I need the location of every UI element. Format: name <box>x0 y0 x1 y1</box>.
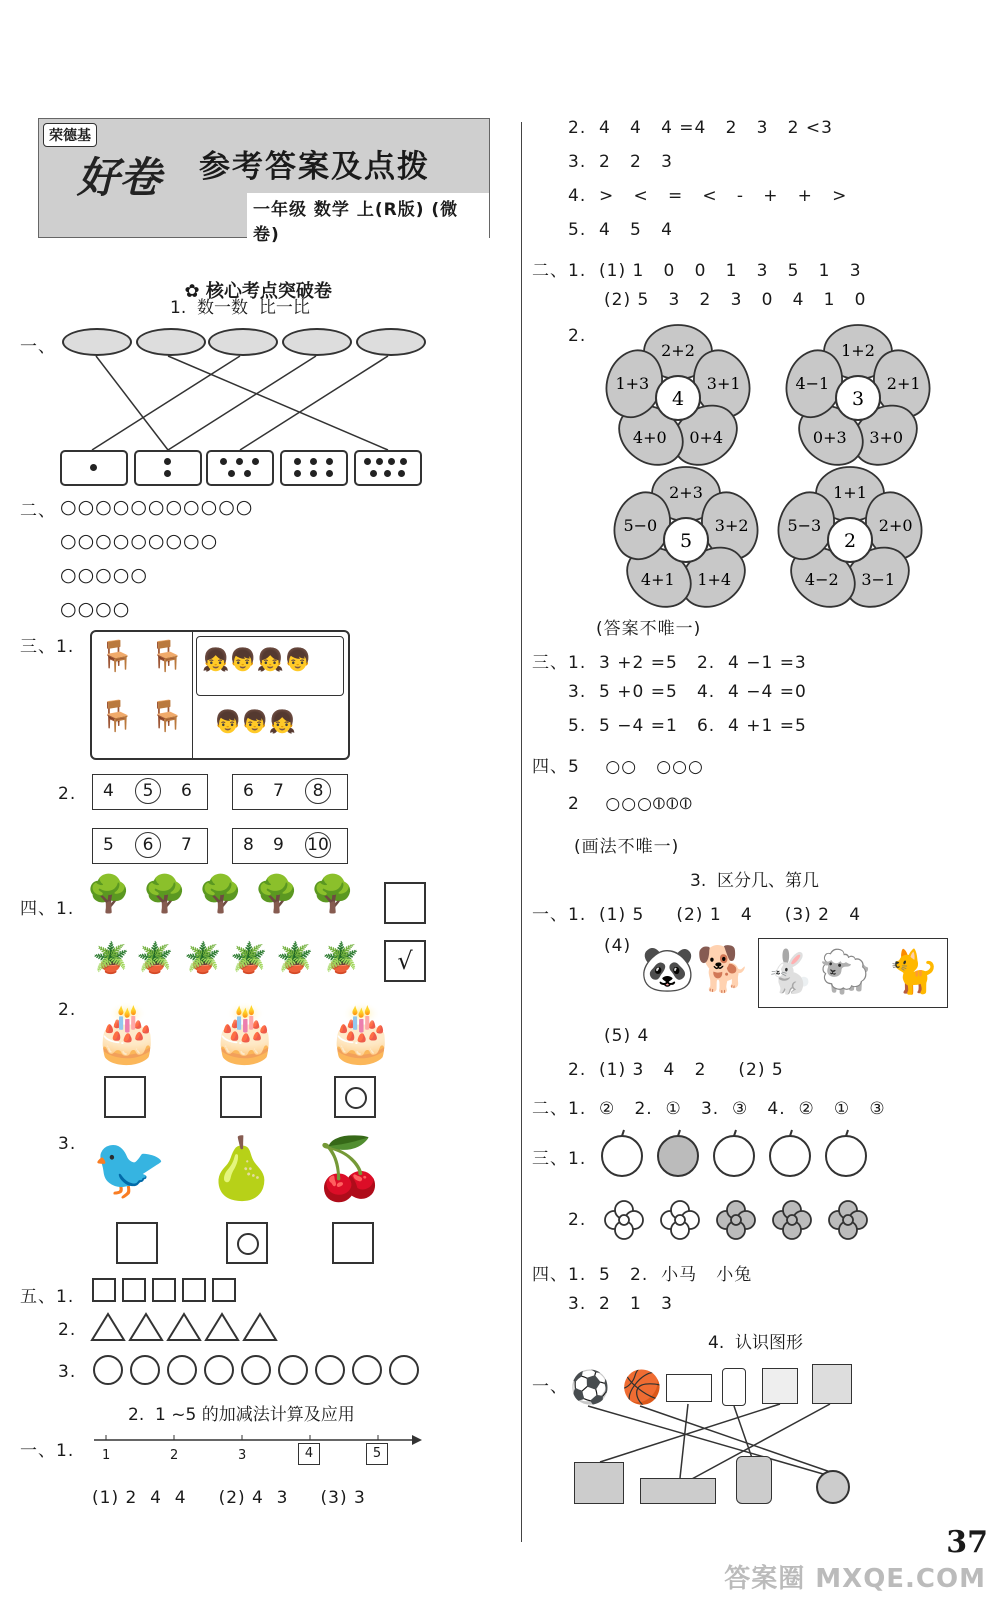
u2-q1-answers: (1) 2 4 4 (2) 4 3 (3) 3 <box>92 1488 366 1508</box>
petal-label: 0+4 <box>689 427 724 447</box>
petal-label: 0+3 <box>812 427 847 447</box>
flower-pot-icon: 🪴 <box>230 941 268 976</box>
answer-line: 二、1. (1) 1 0 0 1 3 5 1 3 <box>532 261 862 281</box>
petal-label: 2+1 <box>886 374 921 394</box>
circle-row: ○○○○○ <box>60 564 148 586</box>
sheep-icon: 🐑 <box>819 947 872 996</box>
petal-label: 3−1 <box>861 569 896 589</box>
q3-2-label: 2. <box>58 784 77 804</box>
petal-label: 4+1 <box>640 569 675 589</box>
answer-line: 三、1. 3 +2 =5 2. 4 −1 =3 <box>532 653 807 673</box>
tree-icon: 🌳 <box>198 874 243 915</box>
flower-pot-icon: 🪴 <box>136 941 174 976</box>
answer-line: 4. > < = < - + + > <box>568 186 848 206</box>
brand-logo: 好卷 <box>77 153 162 202</box>
number-box: 6 7 8 <box>232 774 348 810</box>
dog-icon: 🐕 <box>696 944 751 995</box>
petal-label: 4−2 <box>804 569 839 589</box>
unit4-title: 4. 认识图形 <box>708 1333 804 1353</box>
tick-label-boxed: 4 <box>298 1443 320 1465</box>
q5-2-label: 2. <box>58 1320 77 1340</box>
unit3-title: 3. 区分几、第几 <box>690 871 820 891</box>
q4-label: 四、1. <box>20 899 75 919</box>
petal-label: 3+0 <box>869 427 904 447</box>
answer-line: 2. <box>568 1210 587 1230</box>
answer-line: 二、1. ② 2. ① 3. ③ 4. ② ① ③ <box>532 1099 886 1119</box>
tree-icon: 🌳 <box>310 874 355 915</box>
watermark: 答案圈 MXQE.COM <box>724 1564 986 1594</box>
sphere-shape <box>816 1470 850 1504</box>
cake-icon: 🎂 <box>210 1001 280 1066</box>
q5-label: 五、1. <box>20 1287 75 1307</box>
paw-icon: ✿ <box>184 281 200 302</box>
answer-line: 一、1. (1) 5 (2) 1 4 (3) 2 4 <box>532 905 862 925</box>
answer-box-checked: √ <box>384 940 426 982</box>
u2-q1-label: 一、1. <box>20 1441 75 1461</box>
soccer-ball-icon: ⚽ <box>570 1368 610 1406</box>
q3-label: 三、1. <box>20 637 75 657</box>
answer-line: 5. 4 5 4 <box>568 220 673 240</box>
chair-icon: 🪑 <box>98 639 136 674</box>
petal-label: 3+2 <box>714 516 749 536</box>
petal-label: 2+3 <box>669 483 703 502</box>
page-title: 参考答案及点拨 <box>199 149 430 185</box>
answer-line: 三、1. <box>532 1149 587 1169</box>
flower-pot-icon: 🪴 <box>184 941 222 976</box>
pear-icon: 🍐 <box>204 1134 279 1204</box>
panda-icon: 🐼 <box>640 944 695 995</box>
answer-line: (5) 4 <box>604 1026 650 1046</box>
center-label: 4 <box>671 388 685 410</box>
petal-label: 1+3 <box>615 374 650 394</box>
answer-line: 四、5 ○○ ○○○ <box>532 757 704 777</box>
answer-line: 3. 2 2 3 <box>568 152 673 172</box>
flower-pot-icon: 🪴 <box>92 941 130 976</box>
cake-icon: 🎂 <box>92 1001 162 1066</box>
petal-label: 4+0 <box>632 427 667 447</box>
petal-label: 4−1 <box>795 374 830 394</box>
q4-2-label: 2. <box>58 1000 77 1020</box>
circle-row: ○○○○○○○○○ <box>60 530 219 552</box>
answer-line: 2. <box>568 326 587 346</box>
tick-label: 1 <box>102 1448 112 1463</box>
cat-icon: 🐈 <box>887 947 940 996</box>
basketball-icon: 🏀 <box>622 1368 662 1406</box>
brand-tag: 荣德基 <box>43 123 97 147</box>
rabbit-icon: 🐇 <box>763 947 816 996</box>
answer-line: 5. 5 −4 =1 6. 4 +1 =5 <box>568 716 807 736</box>
center-label: 3 <box>851 388 865 410</box>
petal-label: 3+1 <box>706 374 741 394</box>
chair-icon: 🪑 <box>98 699 136 734</box>
number-box: 5 6 7 <box>92 828 208 864</box>
tick-label: 3 <box>238 1448 248 1463</box>
petal-label: 2+0 <box>878 516 913 536</box>
petal-label: 2+2 <box>661 341 695 360</box>
answer-line: 一、 <box>532 1377 568 1397</box>
petal-label: 1+1 <box>833 483 867 502</box>
unit1-title: 1. 数一数 比一比 <box>170 298 310 318</box>
petal-label: 1+4 <box>697 569 732 589</box>
page-subtitle: 一年级 数学 上(R版) (微卷) <box>247 193 489 247</box>
petal-label: 5−3 <box>787 516 822 536</box>
cherry-icon: 🍒 <box>312 1134 387 1204</box>
number-box: 4 5 6 <box>92 774 208 810</box>
tree-icon: 🌳 <box>142 874 187 915</box>
circle-row: ○○○○ <box>60 598 131 620</box>
q4-3-label: 3. <box>58 1134 77 1154</box>
unit2-title: 2. 1 ~5 的加减法计算及应用 <box>128 1405 355 1425</box>
tree-icon: 🌳 <box>86 874 131 915</box>
children-icon: 👧👦👧👦 <box>202 648 312 673</box>
answer-line: (4) <box>604 936 632 956</box>
cake-icon: 🎂 <box>326 1001 396 1066</box>
flower-pot-icon: 🪴 <box>322 941 360 976</box>
petal-label: 1+2 <box>841 341 875 360</box>
bird-icon: 🐦 <box>92 1134 167 1204</box>
tick-label-boxed: 5 <box>366 1443 388 1465</box>
q2-label: 二、 <box>20 501 56 521</box>
chair-icon: 🪑 <box>148 639 186 674</box>
tree-icon: 🌳 <box>254 874 299 915</box>
q1-label: 一、 <box>20 337 56 357</box>
answer-line: 2. 4 4 4 =4 2 3 2 <3 <box>568 118 833 138</box>
answer-line: 2. (1) 3 4 2 (2) 5 <box>568 1060 784 1080</box>
center-label: 2 <box>843 530 857 552</box>
answer-line: 四、1. 5 2. 小马 小兔 <box>532 1265 753 1285</box>
cuboid-shape <box>640 1478 716 1504</box>
center-label: 5 <box>679 530 693 552</box>
circle-row: ○○○○○○○○○○○ <box>60 496 254 518</box>
q5-3-label: 3. <box>58 1362 77 1382</box>
children-icon: 👦👦👧 <box>214 710 297 735</box>
number-box: 8 9 10 <box>232 828 348 864</box>
answer-line: (2) 5 3 2 3 0 4 1 0 <box>604 290 867 310</box>
chair-icon: 🪑 <box>148 699 186 734</box>
petal-label: 5−0 <box>623 516 658 536</box>
tick-label: 2 <box>170 1448 180 1463</box>
answer-line: 3. 5 +0 =5 4. 4 −4 =0 <box>568 682 807 702</box>
note: (答案不唯一) <box>596 619 702 639</box>
note: (画法不唯一) <box>574 837 680 857</box>
section-title: ✿ 核心考点突破卷 <box>184 281 332 302</box>
page-number: 37 <box>946 1525 988 1560</box>
answer-line: 2 ○○○⦶⦶⦶ <box>568 794 693 814</box>
cube-shape <box>574 1462 624 1504</box>
cylinder-shape <box>736 1456 772 1504</box>
flower-pot-icon: 🪴 <box>276 941 314 976</box>
answer-line: 3. 2 1 3 <box>568 1294 673 1314</box>
